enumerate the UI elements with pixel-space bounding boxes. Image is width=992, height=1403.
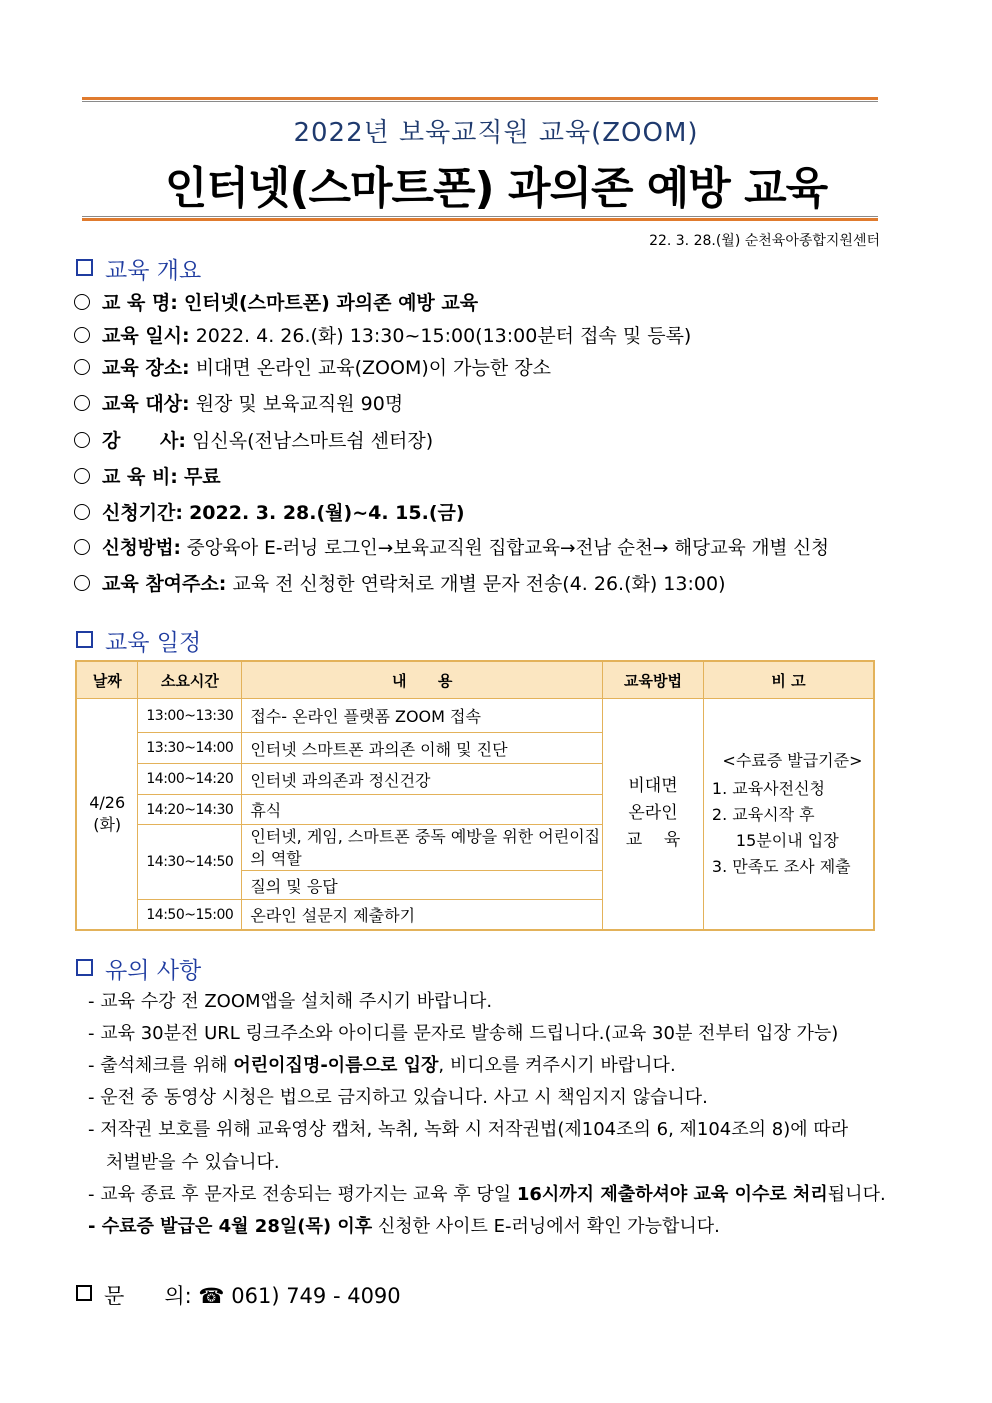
- caution-item: - 출석체크를 위해 어린이집명-이름으로 입장, 비디오를 켜주시기 바랍니다.: [88, 1055, 676, 1076]
- square-bullet-icon: [76, 631, 93, 648]
- square-bullet-icon: [76, 259, 93, 276]
- date-and-organization: 22. 3. 28.(월) 순천육아종합지원센터: [649, 233, 880, 249]
- caution-item: - 교육 수강 전 ZOOM앱을 설치해 주시기 바랍니다.: [88, 991, 493, 1012]
- schedule-table: [75, 660, 875, 931]
- phone-number: 061) 749 - 4090: [231, 1284, 401, 1308]
- col-header-content: 내 용: [242, 661, 603, 699]
- top-rule-gray: [82, 101, 878, 102]
- phone-icon: ☎: [198, 1284, 225, 1308]
- note-item: 1. 교육사전신청: [711, 778, 826, 798]
- caution-item: - 운전 중 동영상 시청은 법으로 금지하고 있습니다. 사고 시 책임지지 않습니다.: [88, 1087, 708, 1108]
- circle-bullet-icon: [74, 359, 90, 375]
- caution-item: - 수료증 발급은 4월 28일(목) 이후 신청한 사이트 E-러닝에서 확인 가능합니다.: [88, 1216, 720, 1237]
- overview-heading: 교육 개요: [76, 252, 201, 285]
- circle-bullet-icon: [74, 327, 90, 343]
- caution-item: - 교육 30분전 URL 링크주소와 아이디를 문자로 발송해 드립니다.(교육 30분 전부터 입장 가능): [88, 1023, 839, 1044]
- circle-bullet-icon: [74, 575, 90, 591]
- schedule-content: 인터넷, 게임, 스마트폰 중독 예방을 위한 어린이집의 역할: [242, 825, 603, 871]
- schedule-time: 14:30~14:50: [138, 825, 242, 900]
- col-header-method: 교육방법: [603, 661, 704, 699]
- document-subtitle: 2022년 보육교직원 교육(ZOOM): [293, 118, 699, 148]
- square-bullet-icon: [76, 959, 93, 976]
- schedule-header-row: [76, 661, 874, 699]
- document-title: 인터넷(스마트폰) 과의존 예방 교육: [164, 163, 828, 214]
- col-header-duration: 소요시간: [138, 661, 242, 699]
- schedule-time: 14:50~15:00: [138, 900, 242, 930]
- bottom-rule-gray: [82, 216, 878, 217]
- overview-item-method: 신청방법: 중앙육아 E-러닝 로그인→보육교직원 집합교육→전남 순천→ 해당교육 개별 신청: [74, 534, 829, 560]
- overview-item-name: 교 육 명: 인터넷(스마트폰) 과의존 예방 교육: [74, 288, 478, 315]
- schedule-time: 14:00~14:20: [138, 764, 242, 795]
- overview-item-instructor: 강 사: 임신옥(전남스마트쉼 센터장): [74, 426, 433, 453]
- col-header-note: 비 고: [703, 661, 874, 699]
- schedule-time: 13:30~14:00: [138, 733, 242, 764]
- overview-item-datetime: 교육 일시: 2022. 4. 26.(화) 13:30~15:00(13:00분터 접속 및 등록): [74, 321, 691, 348]
- overview-item-target: 교육 대상: 원장 및 보육교직원 90명: [74, 389, 403, 416]
- circle-bullet-icon: [74, 539, 90, 555]
- contact-line: 문 의: ☎ 061) 749 - 4090: [76, 1280, 401, 1310]
- schedule-time: 14:20~14:30: [138, 795, 242, 825]
- circle-bullet-icon: [74, 432, 90, 448]
- cautions-heading: 유의 사항: [76, 952, 201, 985]
- caution-item: - 교육 종료 후 문자로 전송되는 평가지는 교육 후 당일 16시까지 제출하셔야 교육 이수로 처리됩니다.: [88, 1184, 886, 1205]
- note-item: 2. 교육시작 후: [711, 804, 815, 824]
- note-item: 3. 만족도 조사 제출: [711, 856, 851, 876]
- overview-item-address: 교육 참여주소: 교육 전 신청한 연락처로 개별 문자 전송(4. 26.(화) 13:00): [74, 569, 725, 596]
- circle-bullet-icon: [74, 504, 90, 520]
- note-title: <수료증 발급기준>: [722, 750, 863, 770]
- schedule-content: 접수- 온라인 플랫폼 ZOOM 접속: [242, 699, 603, 733]
- schedule-content: 인터넷 스마트폰 과의존 이해 및 진단: [242, 733, 603, 764]
- schedule-content: 인터넷 과의존과 정신건강: [242, 764, 603, 795]
- caution-item-continued: 처벌받을 수 있습니다.: [106, 1152, 280, 1173]
- circle-bullet-icon: [74, 294, 90, 310]
- schedule-note-cell: [703, 699, 874, 930]
- square-bullet-icon: [76, 1285, 92, 1301]
- circle-bullet-icon: [74, 395, 90, 411]
- schedule-date-cell: 4/26 (화): [76, 699, 138, 930]
- circle-bullet-icon: [74, 468, 90, 484]
- schedule-time: 13:00~13:30: [138, 699, 242, 733]
- schedule-method-cell: 비대면 온라인 교 육: [603, 699, 704, 930]
- col-header-date: 날짜: [76, 661, 138, 699]
- overview-item-period: 신청기간: 2022. 3. 28.(월)~4. 15.(금): [74, 498, 465, 525]
- schedule-content: 휴식: [242, 795, 603, 825]
- bottom-rule-orange: [82, 218, 878, 221]
- caution-item: - 저작권 보호를 위해 교육영상 캡처, 녹취, 녹화 시 저작권법(제104조의 6, 제104조의 8)에 따라: [88, 1119, 849, 1140]
- overview-item-location: 교육 장소: 비대면 온라인 교육(ZOOM)이 가능한 장소: [74, 353, 551, 380]
- schedule-content: 온라인 설문지 제출하기: [242, 900, 603, 930]
- schedule-heading: 교육 일정: [76, 624, 201, 657]
- overview-item-fee: 교 육 비: 무료: [74, 462, 221, 489]
- note-item: 15분이내 입장: [735, 830, 839, 850]
- table-row: [76, 699, 874, 733]
- top-rule-orange: [82, 97, 878, 100]
- schedule-content: 질의 및 응답: [242, 871, 603, 900]
